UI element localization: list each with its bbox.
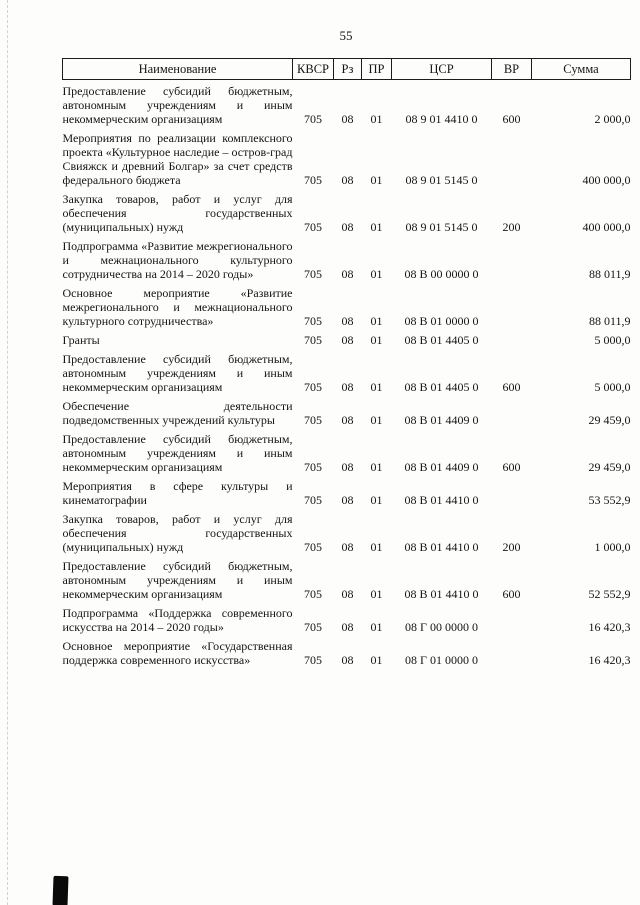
summa-cell: 2 000,0 (594, 112, 631, 126)
name-cell: Гранты (62, 333, 100, 347)
pr-cell: 01 (370, 112, 383, 126)
table-row (63, 395, 631, 428)
vr-cell: 600 (502, 587, 521, 601)
pr-cell: 01 (370, 267, 383, 281)
rz-cell: 08 (341, 653, 354, 667)
pr-cell: 01 (370, 314, 383, 328)
table-row (63, 635, 631, 668)
vr-cell: 600 (502, 460, 521, 474)
rz-cell: 08 (341, 587, 354, 601)
column-header-csr: ЦСР (392, 59, 492, 80)
table-row (63, 235, 631, 282)
name-cell: Предоставление субсидий бюджетным, автономным учреждениям и иным некоммерческим организациям (62, 559, 293, 601)
summa-cell: 400 000,0 (582, 220, 631, 234)
column-header-kvsr: КВСР (293, 59, 334, 80)
kvsr-cell: 705 (304, 493, 322, 507)
rz-cell: 08 (341, 333, 354, 347)
summa-cell: 53 552,9 (588, 493, 631, 507)
rz-cell: 08 (341, 112, 354, 126)
pr-cell: 01 (370, 460, 383, 474)
rz-cell: 08 (341, 314, 354, 328)
csr-cell: 08 9 01 5145 0 (405, 173, 478, 187)
pr-cell: 01 (370, 413, 383, 427)
csr-cell: 08 В 00 0000 0 (404, 267, 479, 281)
column-header-vr: ВР (492, 59, 532, 80)
csr-cell: 08 Г 01 0000 0 (405, 653, 478, 667)
name-cell: Подпрограмма «Поддержка современного искусства на 2014 – 2020 годы» (62, 606, 293, 634)
table-row (63, 555, 631, 602)
rz-cell: 08 (341, 460, 354, 474)
pr-cell: 01 (370, 333, 383, 347)
csr-cell: 08 В 01 4409 0 (404, 460, 479, 474)
kvsr-cell: 705 (304, 333, 322, 347)
pr-cell: 01 (370, 220, 383, 234)
pr-cell: 01 (370, 173, 383, 187)
vr-cell (492, 127, 532, 188)
summa-cell: 88 011,9 (588, 267, 631, 281)
vr-cell (492, 235, 532, 282)
name-cell: Предоставление субсидий бюджетным, автономным учреждениям и иным некоммерческим организациям (62, 432, 293, 474)
summa-cell: 16 420,3 (588, 653, 631, 667)
csr-cell: 08 В 01 4405 0 (404, 380, 479, 394)
column-header-name: Наименование (63, 59, 293, 80)
rz-cell: 08 (341, 540, 354, 554)
summa-cell: 1 000,0 (594, 540, 631, 554)
rz-cell: 08 (341, 413, 354, 427)
csr-cell: 08 В 01 4409 0 (404, 413, 479, 427)
vr-cell (492, 635, 532, 668)
kvsr-cell: 705 (304, 173, 322, 187)
summa-cell: 16 420,3 (588, 620, 631, 634)
summa-cell: 52 552,9 (588, 587, 631, 601)
kvsr-cell: 705 (304, 620, 322, 634)
name-cell: Основное мероприятие «Развитие межрегионального и межнационального культурного сотрудничества» (62, 286, 293, 328)
table-row (63, 475, 631, 508)
kvsr-cell: 705 (304, 587, 322, 601)
column-header-summa: Сумма (532, 59, 631, 80)
csr-cell: 08 В 01 4410 0 (404, 493, 479, 507)
name-cell: Предоставление субсидий бюджетным, автономным учреждениям и иным некоммерческим организациям (62, 352, 293, 394)
csr-cell: 08 9 01 5145 0 (405, 220, 478, 234)
column-header-pr: ПР (362, 59, 392, 80)
pr-cell: 01 (370, 380, 383, 394)
table-row (63, 508, 631, 555)
scan-artifact-left-edge (7, 0, 8, 905)
vr-cell: 200 (502, 540, 521, 554)
table-row (63, 428, 631, 475)
rz-cell: 08 (341, 493, 354, 507)
name-cell: Закупка товаров, работ и услуг для обеспечения государственных (муниципальных) нужд (62, 192, 293, 234)
table-row (63, 329, 631, 348)
table-row (63, 80, 631, 128)
table-header-row (63, 59, 631, 80)
pr-cell: 01 (370, 620, 383, 634)
name-cell: Основное мероприятие «Государственная поддержка современного искусства» (62, 639, 293, 667)
kvsr-cell: 705 (304, 460, 322, 474)
vr-cell (492, 475, 532, 508)
summa-cell: 29 459,0 (588, 413, 631, 427)
name-cell: Мероприятия по реализации комплексного проекта «Культурное наследие – остров-град Свияжск и древний Болгар» за счет средств федерального бюджета (62, 131, 293, 187)
vr-cell (492, 282, 532, 329)
summa-cell: 400 000,0 (582, 173, 631, 187)
kvsr-cell: 705 (304, 653, 322, 667)
vr-cell (492, 395, 532, 428)
vr-cell (492, 329, 532, 348)
vr-cell: 200 (502, 220, 521, 234)
vr-cell: 600 (502, 380, 521, 394)
name-cell: Подпрограмма «Развитие межрегионального и межнационального культурного сотрудничества на 2014 – 2020 годы» (62, 239, 293, 281)
kvsr-cell: 705 (304, 267, 322, 281)
pr-cell: 01 (370, 587, 383, 601)
pr-cell: 01 (370, 653, 383, 667)
rz-cell: 08 (341, 620, 354, 634)
csr-cell: 08 В 01 0000 0 (404, 314, 479, 328)
csr-cell: 08 В 01 4405 0 (404, 333, 479, 347)
table-row (63, 282, 631, 329)
kvsr-cell: 705 (304, 380, 322, 394)
table-row (63, 348, 631, 395)
csr-cell: 08 9 01 4410 0 (405, 112, 478, 126)
csr-cell: 08 Г 00 0000 0 (405, 620, 478, 634)
name-cell: Мероприятия в сфере культуры и кинематографии (62, 479, 293, 507)
rz-cell: 08 (341, 380, 354, 394)
table-row (63, 602, 631, 635)
kvsr-cell: 705 (304, 112, 322, 126)
budget-table (62, 58, 631, 668)
page-number: 55 (339, 28, 353, 43)
pr-cell: 01 (370, 540, 383, 554)
vr-cell: 600 (502, 112, 521, 126)
summa-cell: 5 000,0 (594, 333, 631, 347)
vr-cell (492, 602, 532, 635)
column-header-rz: Рз (334, 59, 362, 80)
csr-cell: 08 В 01 4410 0 (404, 540, 479, 554)
csr-cell: 08 В 01 4410 0 (404, 587, 479, 601)
rz-cell: 08 (341, 267, 354, 281)
kvsr-cell: 705 (304, 540, 322, 554)
summa-cell: 29 459,0 (588, 460, 631, 474)
summa-cell: 5 000,0 (594, 380, 631, 394)
scan-artifact-blot (52, 876, 68, 905)
summa-cell: 88 011,9 (588, 314, 631, 328)
kvsr-cell: 705 (304, 413, 322, 427)
kvsr-cell: 705 (304, 314, 322, 328)
pr-cell: 01 (370, 493, 383, 507)
kvsr-cell: 705 (304, 220, 322, 234)
rz-cell: 08 (341, 173, 354, 187)
name-cell: Предоставление субсидий бюджетным, автономным учреждениям и иным некоммерческим организациям (62, 84, 293, 126)
rz-cell: 08 (341, 220, 354, 234)
table-row (63, 188, 631, 235)
name-cell: Обеспечение деятельности подведомственных учреждений культуры (62, 399, 293, 427)
name-cell: Закупка товаров, работ и услуг для обеспечения государственных (муниципальных) нужд (62, 512, 293, 554)
table-row (63, 127, 631, 188)
